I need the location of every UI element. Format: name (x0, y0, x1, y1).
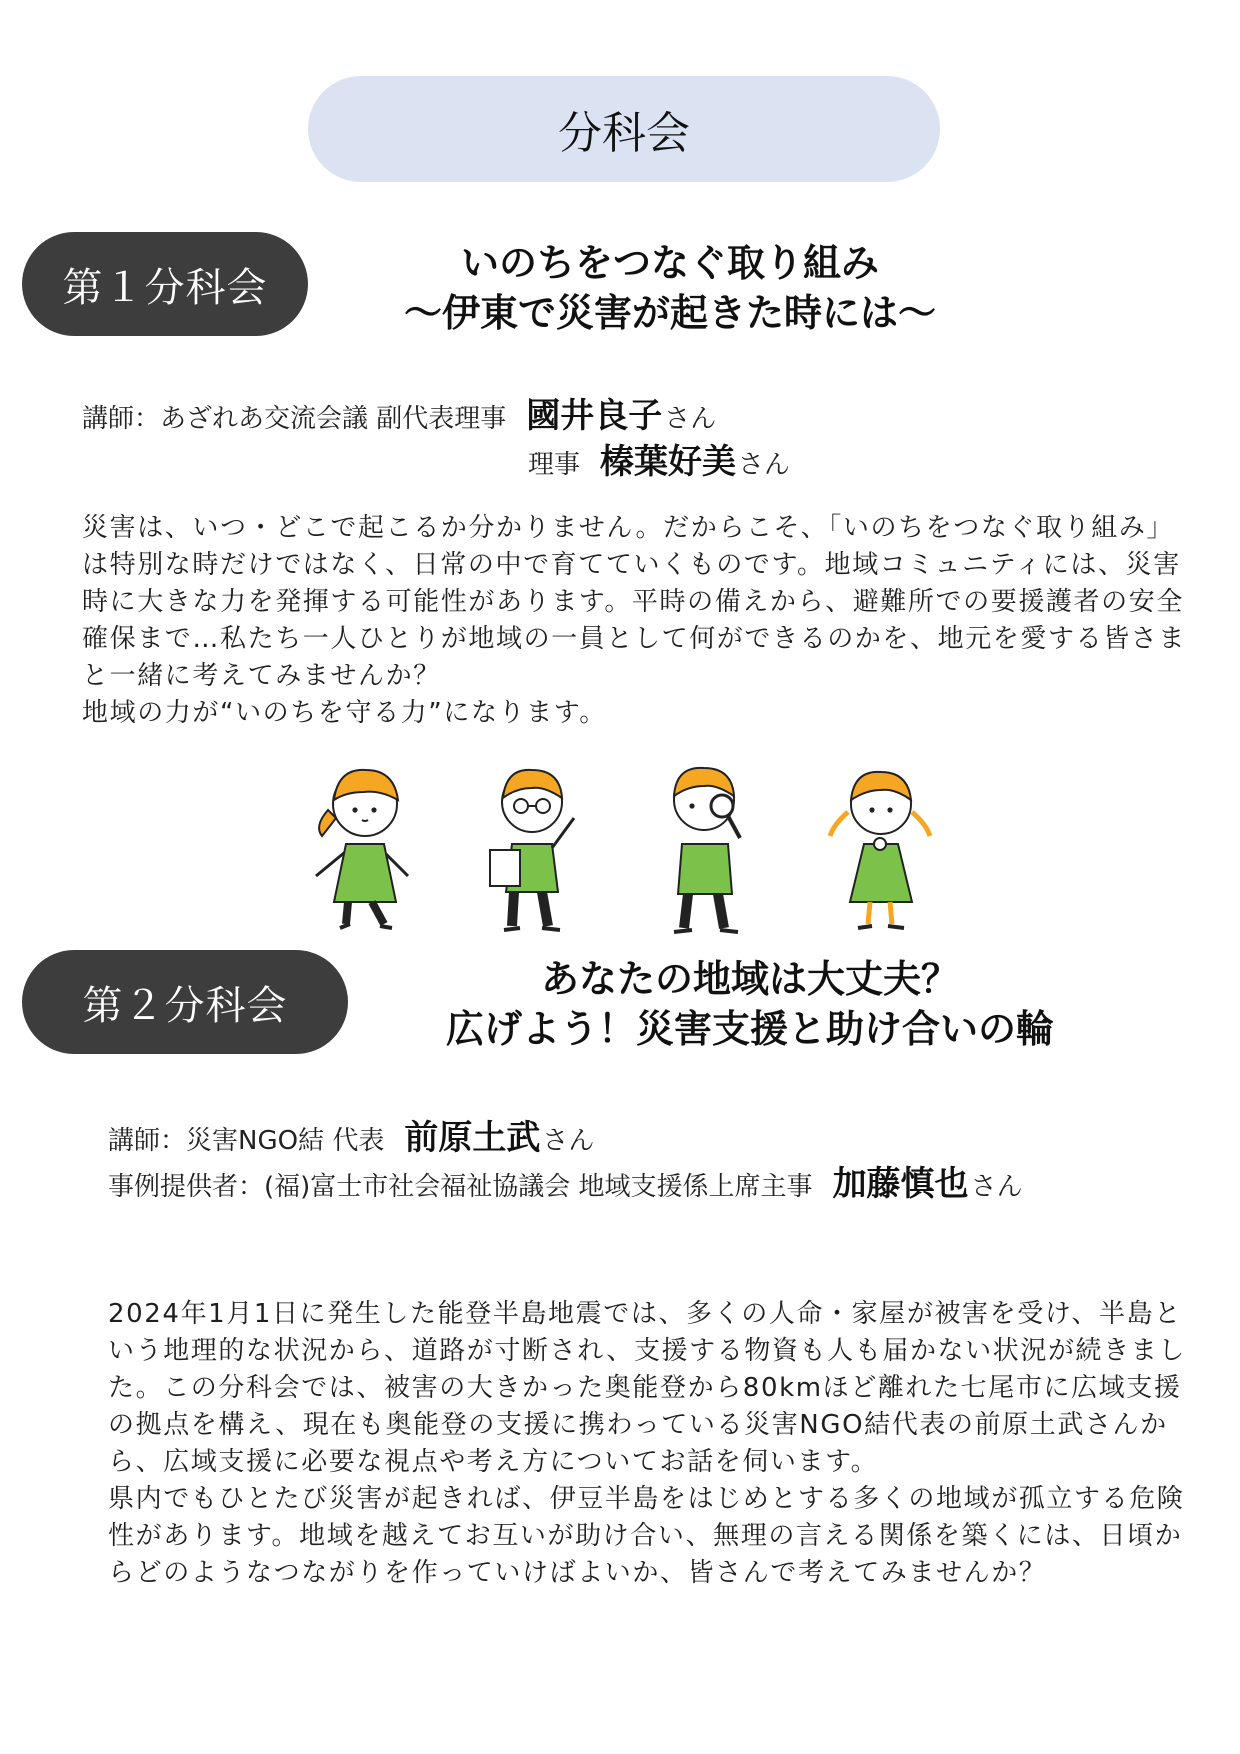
lecturer-name: 榛葉好美 (600, 442, 737, 482)
lecturer-honorific: さん (664, 404, 717, 434)
lecturer-name: 前原土武 (404, 1118, 541, 1158)
session-2-badge: 第２分科会 (22, 950, 348, 1054)
session-2-lecturer-2 (108, 1156, 1023, 1205)
session-1-description (82, 510, 1192, 732)
lecturer-role: 講師：災害NGO結 代表 (108, 1126, 385, 1156)
description-paragraph: 災害は、いつ・どこで起こるか分かりません。だからこそ、「いのちをつなぐ取り組み」は特別な時だけではなく、日常の中で育てていくものです。地域コミュニティには、災害時に大きな力を発揮する可能性があります。平時の備えから、避難所での要援護者の安全確保まで…私たち一人ひとりが地域の一員として何ができるのかを、地元を愛する皆さまと一緒に考えてみませんか？ (82, 513, 1187, 691)
session-1-lecturer-1 (82, 388, 716, 437)
session-1-headline (330, 238, 1010, 338)
session-2-description (108, 1296, 1198, 1592)
lecturer-honorific: さん (542, 1126, 595, 1156)
child-reading-book-icon (478, 752, 588, 938)
session-2-headline-line-2: 広げよう！災害支援と助け合いの輪 (445, 1006, 1054, 1051)
lecturer-honorific: さん (970, 1172, 1023, 1202)
lecturer-name: 加藤慎也 (832, 1164, 969, 1204)
session-2-lecturer-1 (108, 1110, 594, 1159)
lecturer-role: 理事 (528, 450, 581, 480)
lecturer-role: 事例提供者：(福)富士市社会福祉協議会 地域支援係上席主事 (108, 1172, 813, 1202)
session-2-headline (370, 954, 1130, 1054)
lecturer-honorific: さん (738, 450, 791, 480)
girl-waving-icon (310, 752, 420, 938)
description-paragraph: 地域の力が“いのちを守る力”になります。 (82, 698, 607, 728)
girl-thinking-icon (826, 752, 936, 938)
session-1-badge: 第１分科会 (22, 232, 308, 336)
session-1-lecturer-2 (528, 434, 790, 483)
lecturer-role: 講師：あざれあ交流会議 副代表理事 (82, 404, 507, 434)
description-paragraph: 県内でもひとたび災害が起きれば、伊豆半島をはじめとする多くの地域が孤立する危険性があります。地域を越えてお互いが助け合い、無理の言える関係を築くには、日頃からどのようなつながりを作っていけばよいか、皆さんで考えてみませんか？ (108, 1484, 1185, 1588)
child-magnifying-glass-icon (652, 752, 762, 938)
lecturer-name: 國井良子 (526, 396, 663, 436)
session-2-headline-line-1: あなたの地域は大丈夫？ (540, 956, 959, 1001)
description-paragraph: 2024年1月1日に発生した能登半島地震では、多くの人命・家屋が被害を受け、半島という地理的な状況から、道路が寸断され、支援する物資も人も届かない状況が続きました。この分科会では、被害の大きかった奥能登から80kmほど離れた七尾市に広域支援の拠点を構え、現在も奥能登の支援に携わっている災害NGO結代表の前原土武さんから、広域支援に必要な視点や考え方についてお話を伺います。 (108, 1299, 1186, 1477)
session-1-headline-line-1: いのちをつなぐ取り組み (460, 240, 879, 285)
session-1-headline-line-2: ～伊東で災害が起きた時には～ (403, 290, 936, 335)
page-title: 分科会 (308, 76, 940, 182)
